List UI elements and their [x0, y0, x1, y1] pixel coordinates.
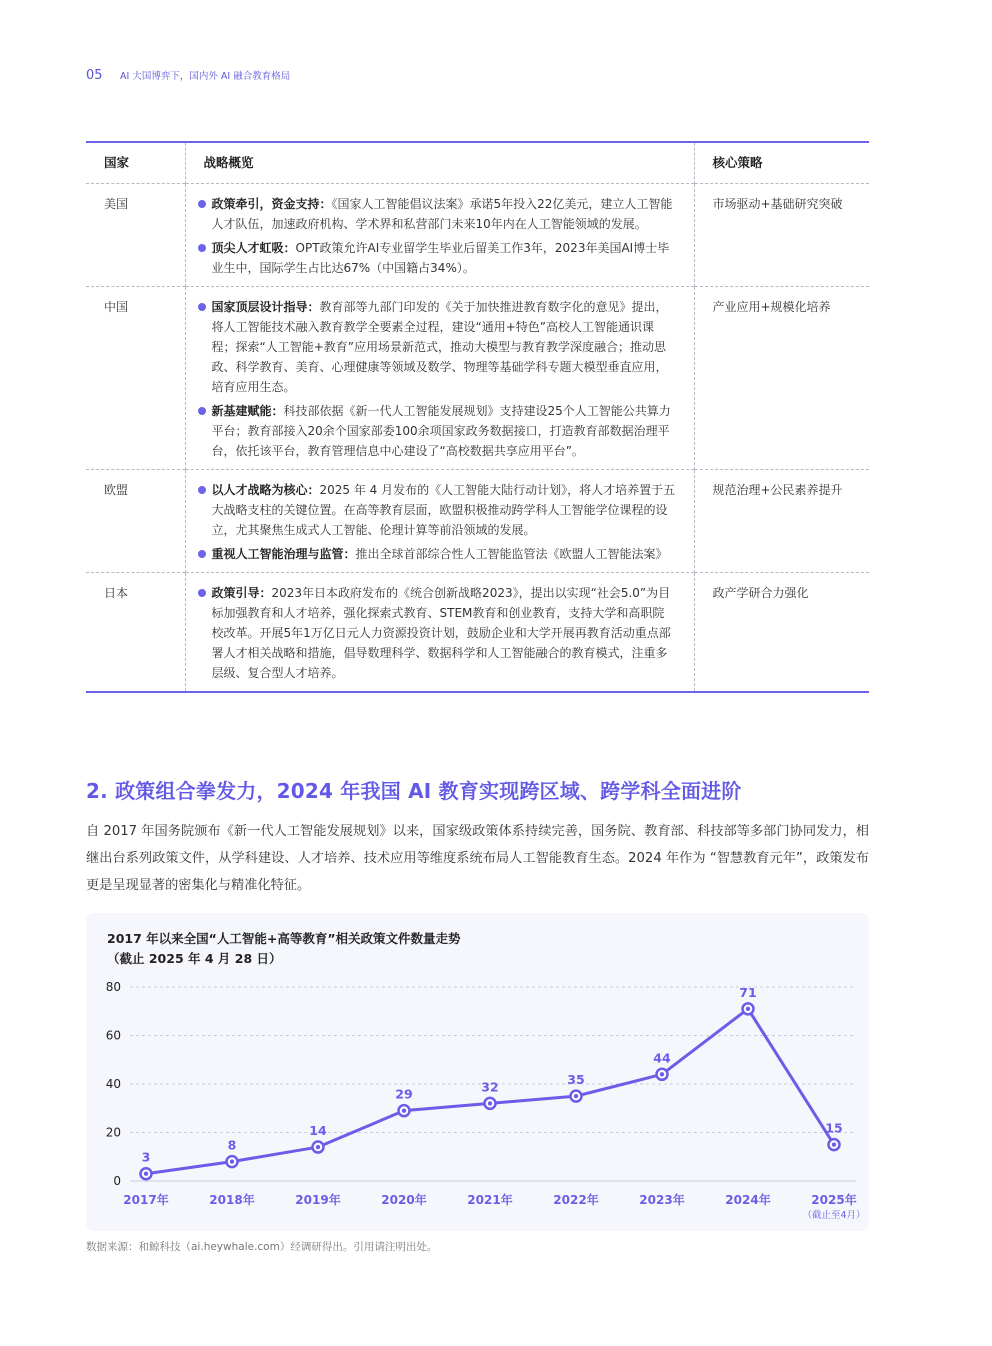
core-strategy-cell: 产业应用+规模化培养 [694, 286, 869, 469]
table-row [86, 183, 869, 286]
overview-bullet [204, 297, 676, 397]
table-header-row [86, 142, 869, 183]
bullet-heading: 顶尖人才虹吸： [211, 240, 296, 255]
bullet-dot-icon [198, 407, 206, 415]
overview-bullet [204, 583, 676, 683]
bullet-heading: 政策引导： [211, 585, 272, 600]
strategy-table [86, 141, 869, 693]
bullet-heading: 国家顶层设计指导： [211, 299, 320, 314]
data-label: 15 [825, 1120, 843, 1136]
chart-card [86, 913, 869, 1231]
data-label: 8 [227, 1137, 237, 1153]
country-cell: 中国 [104, 299, 129, 314]
bullet-text: 教育部等九部门印发的《关于加快推进教育数字化的意见》提出，将人工智能技术融入教育教学全要素全过程，建设“通用+特色”高校人工智能通识课程；探索“人工智能+教育”应用场景新范式，推动大模型与教育教学深度融合；推动思政、科学教育、美育、心理健康等领域及数学、物理等基础学科专题大模型垂直应用，培育应用生态。 [211, 299, 668, 394]
country-cell: 欧盟 [104, 482, 129, 497]
header-core: 核心策略 [694, 142, 869, 183]
chart-subtitle: （截止 2025 年 4 月 28 日） [107, 951, 282, 966]
bullet-text: 《国家人工智能倡议法案》承诺5年投入22亿美元，建立人工智能人才队伍，加速政府机构、学术界和私营部门未来10年内在人工智能领域的发展。 [211, 196, 673, 231]
bullet-heading: 以人才战略为核心： [211, 482, 320, 497]
x-tick-label: 2018年 [209, 1193, 255, 1207]
bullet-heading: 政策牵引，资金支持： [211, 196, 332, 211]
x-tick-label: 2017年 [123, 1193, 169, 1207]
bullet-text: OPT政策允许AI专业留学生毕业后留美工作3年，2023年美国AI博士毕业生中，国际学生占比达67%（中国籍占34%）。 [211, 240, 670, 275]
data-label: 29 [395, 1086, 413, 1102]
bullet-dot-icon [198, 200, 206, 208]
chart-title: 2017 年以来全国“人工智能+高等教育”相关政策文件数量走势 [107, 931, 461, 946]
table-row [86, 572, 869, 692]
bullet-dot-icon [198, 550, 206, 558]
data-point-center [402, 1108, 406, 1112]
data-point-center [832, 1142, 836, 1146]
overview-bullet [204, 480, 676, 540]
overview-cell [185, 183, 694, 286]
data-point-center [746, 1007, 750, 1011]
country-cell: 美国 [104, 196, 129, 211]
core-strategy-cell: 规范治理+公民素养提升 [694, 469, 869, 572]
data-label: 71 [739, 984, 757, 1000]
section-paragraph: 自 2017 年国务院颁布《新一代人工智能发展规划》以来，国家级政策体系持续完善，国务院、教育部、科技部等多部门协同发力，相继出台系列政策文件，从学科建设、人才培养、技术应用等维度系统布局人工智能教育生态。2024 年作为 “智慧教育元年”，政策发布更是呈现显著的密集化与精准化特征。 [86, 824, 869, 893]
data-point-center [230, 1159, 234, 1163]
overview-cell [185, 469, 694, 572]
bullet-dot-icon [198, 303, 206, 311]
data-label: 32 [481, 1079, 499, 1095]
y-tick-label: 20 [105, 1125, 121, 1140]
bullet-heading: 重视人工智能治理与监管： [211, 546, 356, 561]
bullet-heading: 新基建赋能： [211, 403, 284, 418]
x-tick-label: 2025年 [811, 1193, 857, 1207]
line-chart [86, 913, 869, 1231]
data-label: 3 [141, 1149, 151, 1165]
data-label: 14 [309, 1123, 327, 1139]
overview-bullet [204, 544, 676, 564]
x-tick-label: 2020年 [381, 1193, 427, 1207]
page-number: 05 [86, 68, 103, 83]
bullet-text: 2023年日本政府发布的《统合创新战略2023》，提出以实现“社会5.0”为目标加强教育和人才培养，强化探索式教育、STEM教育和创业教育，支持大学和高职院校改革。开展5年1万亿日元人力资源投资计划，鼓励企业和大学开展再教育活动重点部署人才相关战略和措施，倡导数理科学、数据科学和人工智能融合的教育模式，注重多层级、复合型人才培养。 [211, 585, 671, 680]
bullet-text: 推出全球首部综合性人工智能监管法《欧盟人工智能法案》 [355, 546, 668, 561]
bullet-dot-icon [198, 486, 206, 494]
data-point-center [488, 1101, 492, 1105]
overview-bullet [204, 401, 676, 461]
section-title: 2. 政策组合拳发力，2024 年我国 AI 教育实现跨区域、跨学科全面进阶 [86, 779, 742, 803]
x-tick-label: 2021年 [467, 1193, 513, 1207]
data-label: 44 [653, 1050, 671, 1066]
overview-cell [185, 572, 694, 692]
bullet-text: 2025 年 4 月发布的《人工智能大陆行动计划》，将人才培养置于五大战略支柱的关键位置。在高等教育层面，欧盟积极推动跨学科人工智能学位课程的设立，尤其聚焦生成式人工智能、伦理计算等前沿领域的发展。 [211, 482, 676, 537]
y-tick-label: 80 [105, 980, 121, 994]
core-strategy-cell: 市场驱动+基础研究突破 [694, 183, 869, 286]
x-tick-label: 2022年 [553, 1193, 599, 1207]
y-tick-label: 60 [105, 1028, 121, 1043]
overview-bullet [204, 238, 676, 278]
data-source-note: 数据来源：和鲸科技（ai.heywhale.com）经调研得出。引用请注明出处。 [86, 1241, 438, 1253]
data-label: 35 [567, 1072, 585, 1088]
x-tick-label: 2019年 [295, 1193, 341, 1207]
data-point-center [316, 1145, 320, 1149]
x-tick-label: 2024年 [725, 1193, 771, 1207]
overview-bullet [204, 194, 676, 234]
y-tick-label: 40 [105, 1077, 121, 1091]
bullet-text: 科技部依据《新一代人工智能发展规划》支持建设25个人工智能公共算力平台；教育部接入20余个国家部委100余项国家政务数据接口，打造教育部数据治理平台，依托该平台，教育管理信息中心建设了“高校数据共享应用平台”。 [211, 403, 671, 458]
x-tick-label: 2023年 [639, 1193, 685, 1207]
table-row [86, 469, 869, 572]
bullet-dot-icon [198, 244, 206, 252]
bullet-dot-icon [198, 589, 206, 597]
page-header [86, 68, 290, 83]
data-point-center [574, 1094, 578, 1098]
data-point-center [144, 1172, 148, 1176]
y-tick-label: 0 [113, 1174, 121, 1188]
table-row [86, 286, 869, 469]
x-tick-note: （截止至4月） [802, 1210, 866, 1221]
data-point-center [660, 1072, 664, 1076]
header-country: 国家 [104, 154, 130, 170]
overview-cell [185, 286, 694, 469]
core-strategy-cell: 政产学研合力强化 [694, 572, 869, 692]
header-overview: 战略概览 [185, 142, 694, 183]
header-title: AI 大国博弈下，国内外 AI 融合教育格局 [120, 71, 291, 82]
country-cell: 日本 [104, 585, 129, 600]
